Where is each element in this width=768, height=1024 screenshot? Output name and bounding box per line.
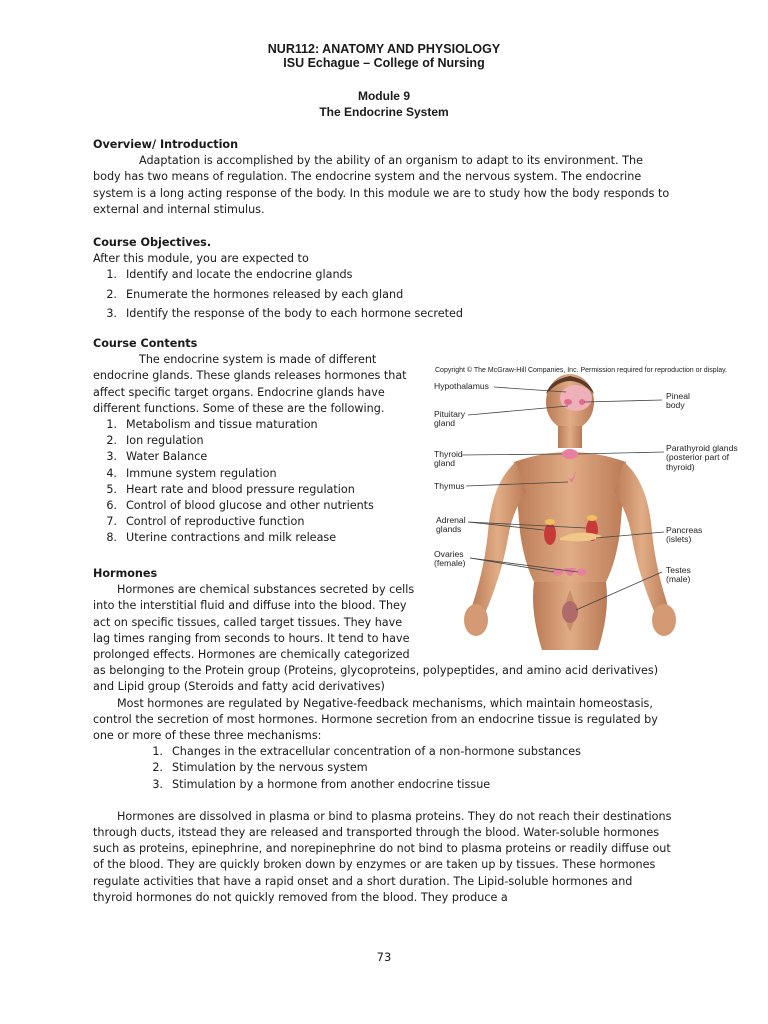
endocrine-figure bbox=[430, 362, 745, 650]
hormones-text-1a: Hormones are chemical substances secreted by cells into the interstitial fluid and diffuse into the blood. They act on specific tissues, called target tissues. They have lag times ranging from seconds to hours. It tend to have prolonged effects. Hormones are chemically categorized bbox=[93, 583, 415, 662]
list-item: 1. Changes in the extracellular concentration of a non-hormone substances bbox=[152, 745, 582, 759]
label-parathyroid: Parathyroid glands (posterior part of thyroid) bbox=[666, 443, 738, 472]
page-number: 73 bbox=[376, 950, 392, 964]
overview-text: Adaptation is accomplished by the ability of an organism to adapt to its environment. The body has two means of regulation. The endocrine system and the nervous system. The endocrine system is a long acting response of the body. In this module we are to study how the body responds to external and internal stimulus. bbox=[93, 154, 670, 216]
contents-text: The endocrine system is made of different endocrine glands. These glands releases hormones that affect specific target organs. Endocrine glands have different functions. Some of these are the following. bbox=[93, 353, 407, 415]
list-item: 1. Identify and locate the endocrine glands bbox=[106, 268, 353, 282]
module-title: The Endocrine System bbox=[319, 105, 449, 119]
label-pineal: Pineal body bbox=[666, 391, 690, 411]
list-item: 3. Water Balance bbox=[106, 450, 208, 464]
list-item: 3. Stimulation by a hormone from another endocrine tissue bbox=[152, 777, 491, 791]
list-item: 2. Stimulation by the nervous system bbox=[152, 761, 368, 775]
label-pancreas: Pancreas (islets) bbox=[666, 525, 703, 545]
list-item: 7. Control of reproductive function bbox=[106, 515, 305, 529]
list-item: 5. Heart rate and blood pressure regulation bbox=[106, 482, 355, 496]
contents-section bbox=[93, 336, 419, 547]
label-hypothalamus: Hypothalamus bbox=[434, 381, 489, 391]
course-title: NUR112: ANATOMY AND PHYSIOLOGY bbox=[267, 42, 501, 56]
contents-heading: Course Contents bbox=[93, 337, 198, 350]
hormones-text-3: Hormones are dissolved in plasma or bind to plasma proteins. They do not reach their destinations through ducts, itstead they are released and transported through the blood. Water-soluble hormones such as proteins, epinephrine, and norepinephrine do not bind to plasma proteins or readily diffuse out of the blood. They are quickly broken down by enzymes or are taken up by tissues. These hormones regulate activities that have a rapid onset and a short duration. The Lipid-soluble hormones and thyroid hormones do not quickly removed from the blood. They produce a bbox=[93, 809, 672, 904]
label-adrenal: Adrenal glands bbox=[436, 515, 466, 535]
module-number: Module 9 bbox=[357, 89, 410, 103]
list-item: 1. Metabolism and tissue maturation bbox=[106, 418, 318, 432]
list-item: 4. Immune system regulation bbox=[106, 466, 277, 480]
label-ovaries: Ovaries (female) bbox=[434, 549, 466, 569]
functions-list bbox=[93, 417, 419, 547]
list-item: 2. Ion regulation bbox=[106, 434, 204, 448]
label-thyroid: Thyroid gland bbox=[434, 449, 463, 469]
overview-section bbox=[93, 137, 673, 218]
figure-copyright: Copyright © The McGraw-Hill Companies, Inc. Permission required for reproduction or display. bbox=[435, 367, 728, 374]
mechanisms-list bbox=[139, 744, 673, 793]
label-pituitary: Pituitary gland bbox=[434, 409, 466, 429]
list-item: 8. Uterine contractions and milk release bbox=[106, 531, 337, 545]
objectives-section bbox=[93, 235, 673, 322]
objectives-list bbox=[93, 267, 673, 322]
objectives-heading: Course Objectives. bbox=[93, 236, 212, 249]
list-item: 2. Enumerate the hormones released by each gland bbox=[106, 287, 404, 301]
school-name: ISU Echague – College of Nursing bbox=[283, 56, 485, 70]
list-item: 3. Identify the response of the body to each hormone secreted bbox=[106, 306, 463, 320]
hormones-heading: Hormones bbox=[93, 567, 158, 580]
label-thymus: Thymus bbox=[434, 481, 465, 491]
label-testes: Testes (male) bbox=[666, 565, 691, 585]
hormones-text-2: Most hormones are regulated by Negative-feedback mechanisms, which maintain homeostasis, control the secretion of most hormones. Hormone secretion from an endocrine tissue is regulated by one or more of these three mechanisms: bbox=[93, 696, 658, 743]
objectives-intro: After this module, you are expected to bbox=[93, 252, 309, 266]
overview-heading: Overview/ Introduction bbox=[93, 138, 239, 151]
hormones-text-1b: as belonging to the Protein group (Proteins, glycoproteins, polypeptides, and amino acid derivatives) and Lipid group (Steroids and fatty acid derivatives) bbox=[93, 664, 659, 694]
list-item: 6. Control of blood glucose and other nutrients bbox=[106, 499, 374, 513]
